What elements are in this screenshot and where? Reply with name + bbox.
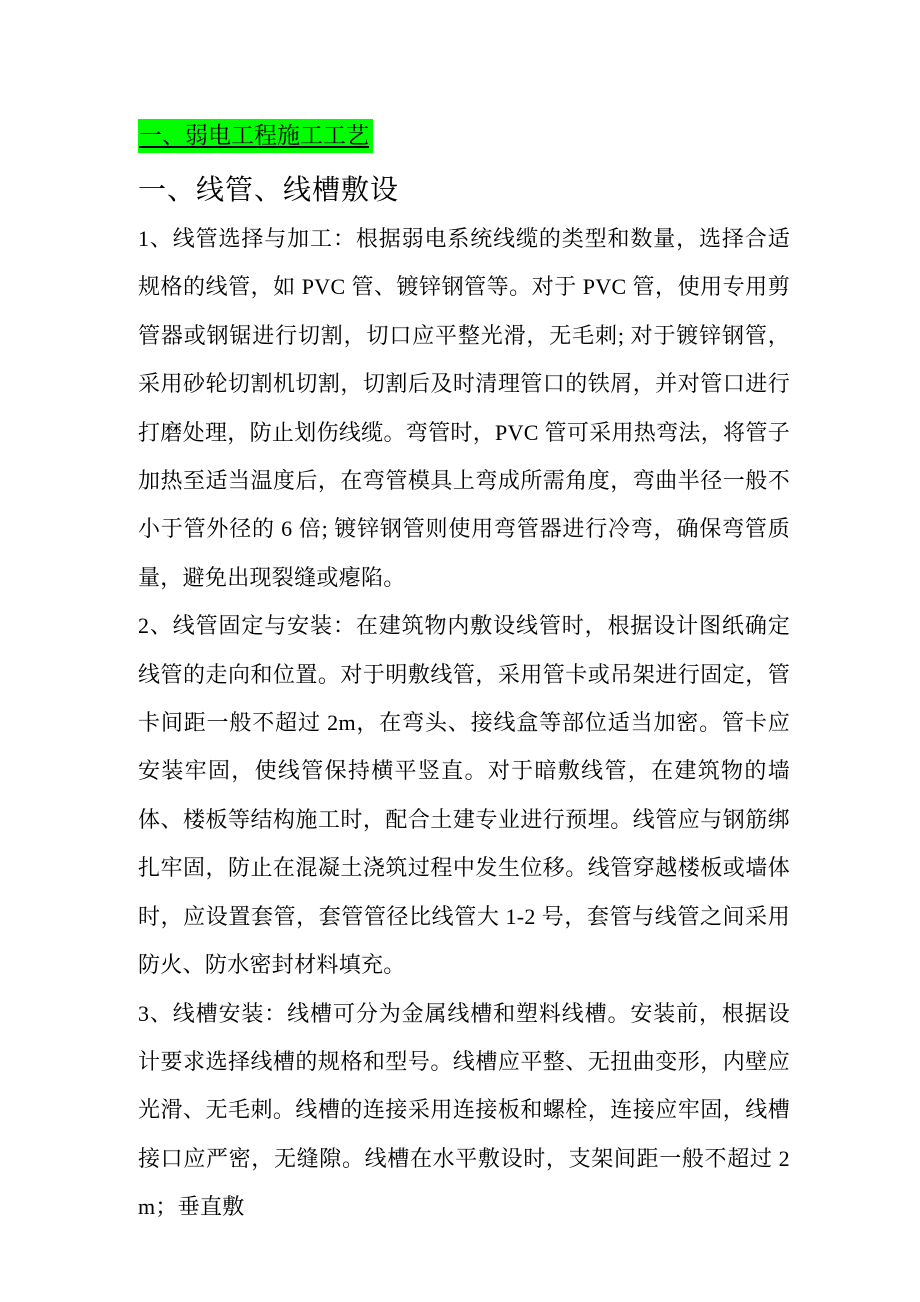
document-title-line <box>138 119 790 153</box>
document-title: 一、弱电工程施工工艺 <box>138 119 373 153</box>
paragraph-trunking-install: 3、线槽安装：线槽可分为金属线槽和塑料线槽。安装前，根据设计要求选择线槽的规格和型号。线槽应平整、无扭曲变形，内壁应光滑、无毛刺。线槽的连接采用连接板和螺栓，连接应牢固，线槽接口应严密，无缝隙。线槽在水平敷设时，支架间距一般不超过 2m；垂直敷 <box>138 1000 790 1220</box>
document-body <box>138 215 790 1232</box>
section-heading: 一、线管、线槽敷设 <box>138 175 400 206</box>
paragraph-pipe-fixing: 2、线管固定与安装：在建筑物内敷设线管时，根据设计图纸确定线管的走向和位置。对于明敷线管，采用管卡或吊架进行固定，管卡间距一般不超过 2m，在弯头、接线盒等部位适当加密。管卡应安装牢固，使线管保持横平竖直。对于暗敷线管，在建筑物的墙体、楼板等结构施工时，配合土建专业进行预埋。线管应与钢筋绑扎牢固，防止在混凝土浇筑过程中发生位移。线管穿越楼板或墙体时，应设置套管，套管管径比线管大 1-2 号，套管与线管之间采用防火、防水密封材料填充。 <box>138 613 790 978</box>
paragraph-pipe-selection: 1、线管选择与加工：根据弱电系统线缆的类型和数量，选择合适规格的线管，如 PVC 管、镀锌钢管等。对于 PVC 管，使用专用剪管器或钢锯进行切割，切口应平整光滑，无毛刺; 对于镀锌钢管，采用砂轮切割机切割，切割后及时清理管口的铁屑，并对管口进行打磨处理，防止划伤线缆。弯管时，PVC 管可采用热弯法，将管子加热至适当温度后，在弯管模具上弯成所需角度，弯曲半径一般不小于管外径的 6 倍; 镀锌钢管则使用弯管器进行冷弯，确保弯管质量，避免出现裂缝或瘪陷。 <box>138 226 790 590</box>
